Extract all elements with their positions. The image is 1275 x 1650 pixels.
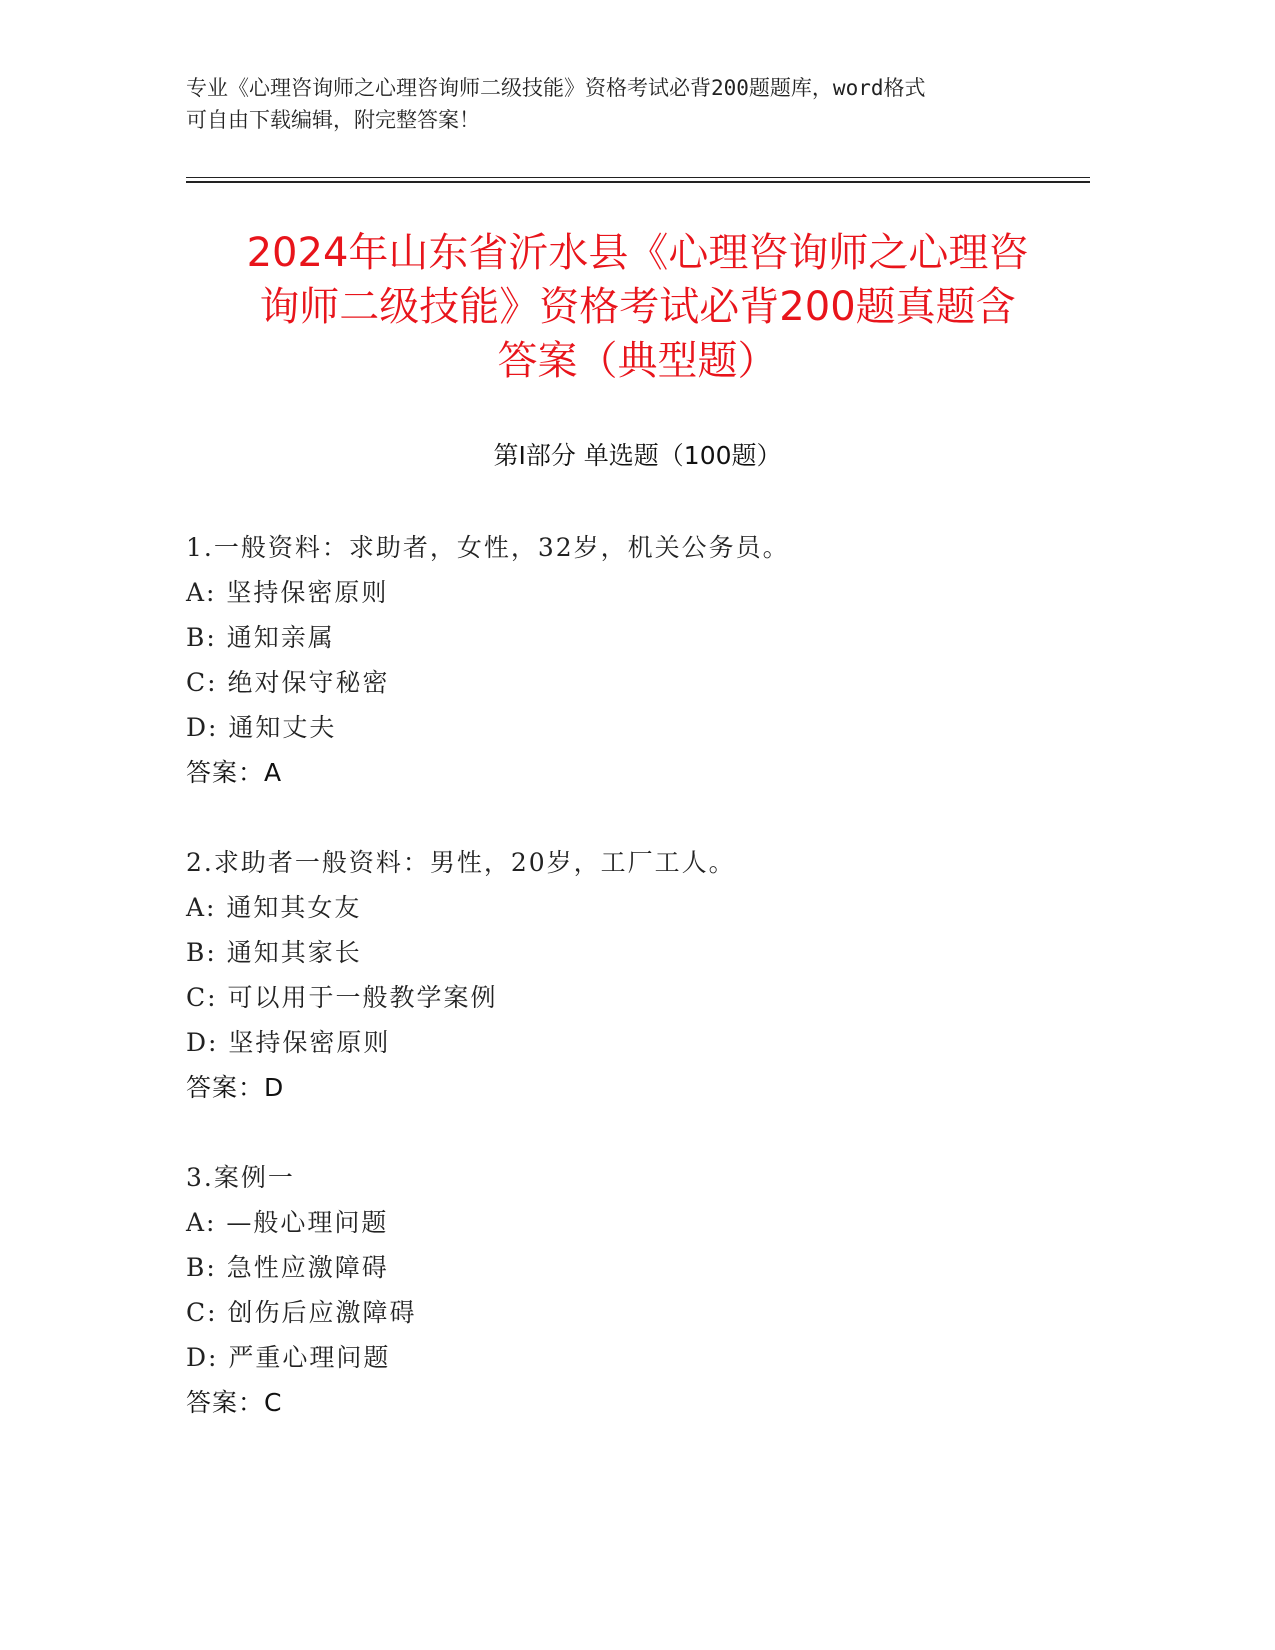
document-title-line-3: 答案（典型题） [497,338,778,384]
question-list [186,525,1086,1470]
question-1 [186,525,1086,795]
option-a: A: 通知其女友 [186,893,362,922]
header-note-line-2: 可自由下载编辑，附完整答案！ [186,108,480,132]
document-title-line-2: 询师二级技能》资格考试必背200题真题含 [259,284,1016,330]
question-stem: 3.案例一 [186,1163,295,1192]
question-stem: 2.求助者一般资料：男性，20岁，工厂工人。 [186,848,736,877]
option-d: D: 坚持保密原则 [186,1028,391,1057]
option-b: B: 急性应激障碍 [186,1253,389,1282]
answer-line: 答案：D [186,1073,285,1102]
answer-line: 答案：C [186,1388,283,1417]
option-b: B: 通知其家长 [186,938,362,967]
answer-line: 答案：A [186,758,283,787]
header-note-line-1: 专业《心理咨询师之心理咨询师二级技能》资格考试必背200题题库，word格式 [186,76,926,100]
question-stem: 1.一般资料：求助者，女性，32岁，机关公务员。 [186,533,790,562]
option-d: D: 通知丈夫 [186,713,337,742]
option-c: C: 创伤后应激障碍 [186,1298,417,1327]
option-b: B: 通知亲属 [186,623,335,652]
option-c: C: 绝对保守秘密 [186,668,390,697]
option-c: C: 可以用于一般教学案例 [186,983,498,1012]
option-d: D: 严重心理问题 [186,1343,391,1372]
option-a: A: 坚持保密原则 [186,578,389,607]
header-note [186,72,1086,136]
document-title [150,226,1125,388]
document-title-line-1: 2024年山东省沂水县《心理咨询师之心理咨 [246,230,1029,276]
option-a: A: —般心理问题 [186,1208,389,1237]
section-title: 第Ⅰ部分 单选题（100题） [493,441,782,470]
header-divider-thick [186,181,1090,183]
header-divider-thin [186,177,1090,178]
question-3 [186,1155,1086,1425]
question-2 [186,840,1086,1110]
